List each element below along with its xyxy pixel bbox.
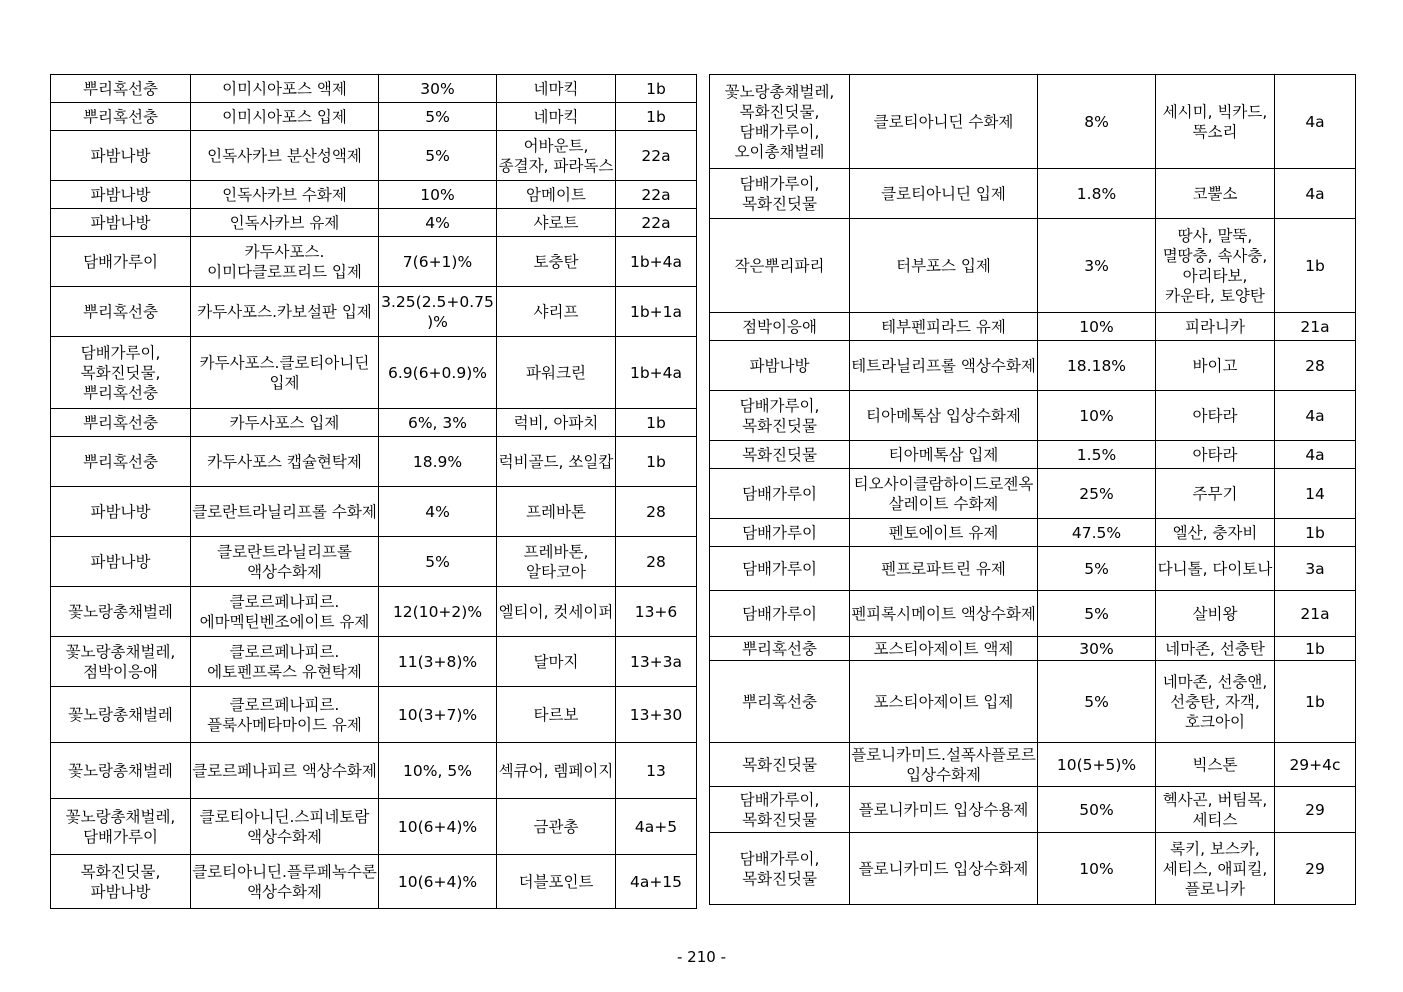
target-pest-cell: 뿌리혹선충 xyxy=(710,637,850,661)
content-cell: 50% xyxy=(1038,787,1156,833)
code-cell: 1b xyxy=(1275,637,1356,661)
pesticide-name-cell: 터부포스 입제 xyxy=(850,219,1038,313)
code-cell: 1b xyxy=(616,103,697,131)
code-cell: 13 xyxy=(616,743,697,799)
target-pest-cell: 담배가루이, 목화진딧물, 뿌리혹선충 xyxy=(51,337,191,409)
pesticide-name-cell: 카두사포스.카보설판 입제 xyxy=(191,287,379,337)
target-pest-cell: 담배가루이, 목화진딧물 xyxy=(710,391,850,441)
pesticide-name-cell: 인독사카브 분산성액제 xyxy=(191,131,379,181)
table-row xyxy=(51,637,697,687)
code-cell: 1b xyxy=(616,437,697,487)
pesticide-name-cell: 클로란트라닐리프롤 액상수화제 xyxy=(191,537,379,587)
pesticide-name-cell: 클로르페나피르 액상수화제 xyxy=(191,743,379,799)
content-cell: 8% xyxy=(1038,75,1156,169)
content-cell: 10(6+4)% xyxy=(379,855,497,909)
pesticide-name-cell: 클로티아니딘.플루페녹수론 액상수화제 xyxy=(191,855,379,909)
code-cell: 29 xyxy=(1275,787,1356,833)
product-name-cell: 살비왕 xyxy=(1156,591,1275,637)
product-name-cell: 어바운트, 종결자, 파라독스 xyxy=(497,131,616,181)
target-pest-cell: 담배가루이 xyxy=(710,469,850,519)
target-pest-cell: 뿌리혹선충 xyxy=(710,661,850,743)
pesticide-table-right xyxy=(709,74,1356,905)
target-pest-cell: 꽃노랑총채벌레, 점박이응애 xyxy=(51,637,191,687)
product-name-cell: 금관총 xyxy=(497,799,616,855)
table-row xyxy=(710,591,1356,637)
target-pest-cell: 담배가루이, 목화진딧물 xyxy=(710,833,850,905)
pesticide-name-cell: 클로티아니딘 입제 xyxy=(850,169,1038,219)
content-cell: 10% xyxy=(1038,833,1156,905)
content-cell: 3.25(2.5+0.75)% xyxy=(379,287,497,337)
code-cell: 21a xyxy=(1275,313,1356,341)
pesticide-name-cell: 포스티아제이트 액제 xyxy=(850,637,1038,661)
code-cell: 1b xyxy=(1275,661,1356,743)
content-cell: 5% xyxy=(379,537,497,587)
content-cell: 5% xyxy=(379,131,497,181)
target-pest-cell: 담배가루이 xyxy=(51,237,191,287)
table-row xyxy=(51,287,697,337)
product-name-cell: 네마킥 xyxy=(497,75,616,103)
table-row xyxy=(710,313,1356,341)
target-pest-cell: 담배가루이 xyxy=(710,547,850,591)
product-name-cell: 바이고 xyxy=(1156,341,1275,391)
product-name-cell: 더블포인트 xyxy=(497,855,616,909)
pesticide-name-cell: 클로티아니딘.스피네토람 액상수화제 xyxy=(191,799,379,855)
content-cell: 25% xyxy=(1038,469,1156,519)
product-name-cell: 섹큐어, 렘페이지 xyxy=(497,743,616,799)
table-row xyxy=(51,537,697,587)
code-cell: 4a xyxy=(1275,75,1356,169)
code-cell: 1b+4a xyxy=(616,237,697,287)
target-pest-cell: 목화진딧물, 파밤나방 xyxy=(51,855,191,909)
pesticide-name-cell: 티오사이클람하이드로젠옥살레이트 수화제 xyxy=(850,469,1038,519)
pesticide-table-left xyxy=(50,74,697,909)
pesticide-name-cell: 카두사포스 입제 xyxy=(191,409,379,437)
product-name-cell: 토충탄 xyxy=(497,237,616,287)
product-name-cell: 아타라 xyxy=(1156,441,1275,469)
code-cell: 4a xyxy=(1275,441,1356,469)
product-name-cell: 땅사, 말뚝, 멸땅충, 속사충, 아리타보, 카운타, 토양탄 xyxy=(1156,219,1275,313)
content-cell: 10% xyxy=(379,181,497,209)
target-pest-cell: 파밤나방 xyxy=(710,341,850,391)
target-pest-cell: 뿌리혹선충 xyxy=(51,409,191,437)
product-name-cell: 샤리프 xyxy=(497,287,616,337)
pesticide-name-cell: 티아메톡삼 입상수화제 xyxy=(850,391,1038,441)
table-row xyxy=(710,637,1356,661)
page-number: - 210 - xyxy=(677,948,726,966)
content-cell: 4% xyxy=(379,487,497,537)
table-row xyxy=(51,131,697,181)
product-name-cell: 피라니카 xyxy=(1156,313,1275,341)
content-cell: 5% xyxy=(379,103,497,131)
pesticide-name-cell: 플로니카미드 입상수화제 xyxy=(850,833,1038,905)
content-cell: 10(3+7)% xyxy=(379,687,497,743)
content-cell: 10(5+5)% xyxy=(1038,743,1156,787)
content-cell: 7(6+1)% xyxy=(379,237,497,287)
pesticide-name-cell: 클로르페나피르.플룩사메타마이드 유제 xyxy=(191,687,379,743)
table-row xyxy=(710,743,1356,787)
code-cell: 1b xyxy=(1275,219,1356,313)
code-cell: 21a xyxy=(1275,591,1356,637)
code-cell: 13+6 xyxy=(616,587,697,637)
table-row xyxy=(710,391,1356,441)
table-row xyxy=(710,833,1356,905)
target-pest-cell: 파밤나방 xyxy=(51,209,191,237)
product-name-cell: 록키, 보스카, 세티스, 애피킬, 플로니카 xyxy=(1156,833,1275,905)
pesticide-name-cell: 포스티아제이트 입제 xyxy=(850,661,1038,743)
content-cell: 12(10+2)% xyxy=(379,587,497,637)
pesticide-name-cell: 카두사포스.이미다클로프리드 입제 xyxy=(191,237,379,287)
table-row xyxy=(710,219,1356,313)
content-cell: 5% xyxy=(1038,591,1156,637)
pesticide-name-cell: 이미시아포스 입제 xyxy=(191,103,379,131)
pesticide-name-cell: 테부펜피라드 유제 xyxy=(850,313,1038,341)
target-pest-cell: 파밤나방 xyxy=(51,487,191,537)
code-cell: 29 xyxy=(1275,833,1356,905)
product-name-cell: 네마존, 선충탄 xyxy=(1156,637,1275,661)
table-row xyxy=(710,75,1356,169)
target-pest-cell: 담배가루이, 목화진딧물 xyxy=(710,787,850,833)
product-name-cell: 네마존, 선충앤, 선충탄, 자객, 호크아이 xyxy=(1156,661,1275,743)
code-cell: 4a+15 xyxy=(616,855,697,909)
content-cell: 30% xyxy=(1038,637,1156,661)
content-cell: 11(3+8)% xyxy=(379,637,497,687)
table-row xyxy=(51,799,697,855)
pesticide-name-cell: 클로르페나피르.에마멕틴벤조에이트 유제 xyxy=(191,587,379,637)
table-row xyxy=(710,547,1356,591)
table-row xyxy=(51,855,697,909)
content-cell: 18.18% xyxy=(1038,341,1156,391)
product-name-cell: 프레바톤, 알타코아 xyxy=(497,537,616,587)
target-pest-cell: 꽃노랑총채벌레 xyxy=(51,587,191,637)
target-pest-cell: 꽃노랑총채벌레, 목화진딧물, 담배가루이, 오이총채벌레 xyxy=(710,75,850,169)
product-name-cell: 엘티이, 컷세이퍼 xyxy=(497,587,616,637)
target-pest-cell: 뿌리혹선충 xyxy=(51,287,191,337)
target-pest-cell: 뿌리혹선충 xyxy=(51,437,191,487)
code-cell: 1b xyxy=(1275,519,1356,547)
product-name-cell: 샤로트 xyxy=(497,209,616,237)
content-cell: 10% xyxy=(1038,313,1156,341)
code-cell: 4a xyxy=(1275,391,1356,441)
pesticide-name-cell: 플로니카미드.설폭사플로르 입상수화제 xyxy=(850,743,1038,787)
table-row xyxy=(710,469,1356,519)
code-cell: 13+3a xyxy=(616,637,697,687)
pesticide-name-cell: 플로니카미드 입상수용제 xyxy=(850,787,1038,833)
pesticide-name-cell: 인독사카브 수화제 xyxy=(191,181,379,209)
code-cell: 29+4c xyxy=(1275,743,1356,787)
content-cell: 10% xyxy=(1038,391,1156,441)
code-cell: 4a xyxy=(1275,169,1356,219)
table-row xyxy=(51,487,697,537)
table-row xyxy=(710,661,1356,743)
content-cell: 47.5% xyxy=(1038,519,1156,547)
table-row xyxy=(51,409,697,437)
table-row xyxy=(51,103,697,131)
target-pest-cell: 작은뿌리파리 xyxy=(710,219,850,313)
code-cell: 22a xyxy=(616,181,697,209)
pesticide-name-cell: 펜토에이트 유제 xyxy=(850,519,1038,547)
pesticide-name-cell: 이미시아포스 액제 xyxy=(191,75,379,103)
pesticide-name-cell: 펜프로파트린 유제 xyxy=(850,547,1038,591)
content-cell: 10(6+4)% xyxy=(379,799,497,855)
pesticide-name-cell: 티아메톡삼 입제 xyxy=(850,441,1038,469)
table-row xyxy=(710,341,1356,391)
pesticide-name-cell: 클로란트라닐리프롤 수화제 xyxy=(191,487,379,537)
product-name-cell: 타르보 xyxy=(497,687,616,743)
target-pest-cell: 목화진딧물 xyxy=(710,441,850,469)
target-pest-cell: 담배가루이 xyxy=(710,519,850,547)
product-name-cell: 다니톨, 다이토나 xyxy=(1156,547,1275,591)
code-cell: 22a xyxy=(616,131,697,181)
pesticide-name-cell: 클로르페나피르.에토펜프록스 유현탁제 xyxy=(191,637,379,687)
code-cell: 28 xyxy=(616,487,697,537)
content-cell: 1.8% xyxy=(1038,169,1156,219)
product-name-cell: 럭비, 아파치 xyxy=(497,409,616,437)
content-cell: 4% xyxy=(379,209,497,237)
table-row xyxy=(710,169,1356,219)
pesticide-name-cell: 펜피록시메이트 액상수화제 xyxy=(850,591,1038,637)
table-row xyxy=(51,75,697,103)
product-name-cell: 아타라 xyxy=(1156,391,1275,441)
table-row xyxy=(51,743,697,799)
target-pest-cell: 꽃노랑총채벌레, 담배가루이 xyxy=(51,799,191,855)
product-name-cell: 달마지 xyxy=(497,637,616,687)
target-pest-cell: 담배가루이, 목화진딧물 xyxy=(710,169,850,219)
product-name-cell: 프레바톤 xyxy=(497,487,616,537)
content-cell: 6.9(6+0.9)% xyxy=(379,337,497,409)
table-body-right xyxy=(710,75,1356,905)
code-cell: 28 xyxy=(616,537,697,587)
product-name-cell: 암메이트 xyxy=(497,181,616,209)
product-name-cell: 빅스톤 xyxy=(1156,743,1275,787)
content-cell: 18.9% xyxy=(379,437,497,487)
content-cell: 5% xyxy=(1038,547,1156,591)
code-cell: 1b xyxy=(616,409,697,437)
table-row xyxy=(51,437,697,487)
content-cell: 5% xyxy=(1038,661,1156,743)
target-pest-cell: 목화진딧물 xyxy=(710,743,850,787)
pesticide-name-cell: 테트라닐리프롤 액상수화제 xyxy=(850,341,1038,391)
pesticide-name-cell: 카두사포스 캡슐현탁제 xyxy=(191,437,379,487)
content-cell: 10%, 5% xyxy=(379,743,497,799)
code-cell: 1b+4a xyxy=(616,337,697,409)
table-row xyxy=(710,519,1356,547)
pesticide-name-cell: 인독사카브 유제 xyxy=(191,209,379,237)
target-pest-cell: 파밤나방 xyxy=(51,131,191,181)
target-pest-cell: 파밤나방 xyxy=(51,181,191,209)
product-name-cell: 럭비골드, 쏘일캅 xyxy=(497,437,616,487)
table-row xyxy=(51,587,697,637)
table-body-left xyxy=(51,75,697,909)
product-name-cell: 헥사곤, 버팀목, 세티스 xyxy=(1156,787,1275,833)
code-cell: 14 xyxy=(1275,469,1356,519)
product-name-cell: 엘산, 충자비 xyxy=(1156,519,1275,547)
product-name-cell: 파워크린 xyxy=(497,337,616,409)
pesticide-name-cell: 카두사포스.클로티아니딘 입제 xyxy=(191,337,379,409)
target-pest-cell: 꽃노랑총채벌레 xyxy=(51,687,191,743)
table-row xyxy=(710,441,1356,469)
product-name-cell: 주무기 xyxy=(1156,469,1275,519)
content-cell: 3% xyxy=(1038,219,1156,313)
table-row xyxy=(51,237,697,287)
code-cell: 3a xyxy=(1275,547,1356,591)
product-name-cell: 코뿔소 xyxy=(1156,169,1275,219)
pesticide-name-cell: 클로티아니딘 수화제 xyxy=(850,75,1038,169)
content-cell: 6%, 3% xyxy=(379,409,497,437)
target-pest-cell: 뿌리혹선충 xyxy=(51,103,191,131)
content-cell: 30% xyxy=(379,75,497,103)
target-pest-cell: 담배가루이 xyxy=(710,591,850,637)
table-row xyxy=(51,209,697,237)
table-row xyxy=(710,787,1356,833)
code-cell: 4a+5 xyxy=(616,799,697,855)
table-row xyxy=(51,181,697,209)
table-row xyxy=(51,337,697,409)
target-pest-cell: 파밤나방 xyxy=(51,537,191,587)
product-name-cell: 세시미, 빅카드, 똑소리 xyxy=(1156,75,1275,169)
target-pest-cell: 뿌리혹선충 xyxy=(51,75,191,103)
code-cell: 28 xyxy=(1275,341,1356,391)
code-cell: 22a xyxy=(616,209,697,237)
product-name-cell: 네마킥 xyxy=(497,103,616,131)
table-row xyxy=(51,687,697,743)
code-cell: 1b+1a xyxy=(616,287,697,337)
code-cell: 1b xyxy=(616,75,697,103)
code-cell: 13+30 xyxy=(616,687,697,743)
target-pest-cell: 꽃노랑총채벌레 xyxy=(51,743,191,799)
target-pest-cell: 점박이응애 xyxy=(710,313,850,341)
content-cell: 1.5% xyxy=(1038,441,1156,469)
